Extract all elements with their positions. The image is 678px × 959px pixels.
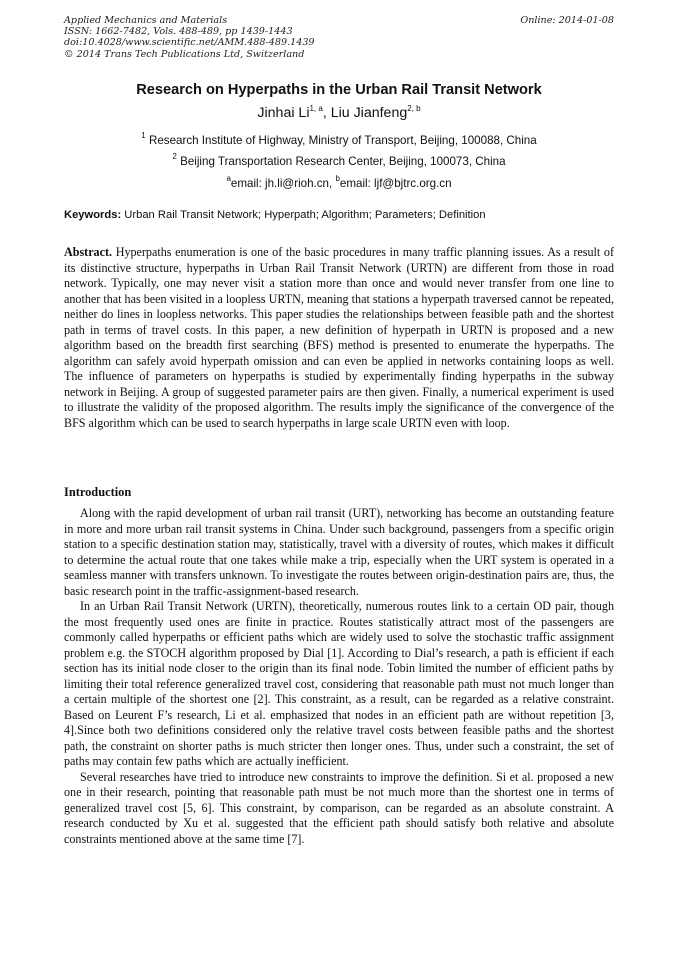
- affiliation-2: [0, 152, 678, 168]
- author-superscript: 1, a: [309, 104, 323, 113]
- intro-paragraph: In an Urban Rail Transit Network (URTN), theoretically, numerous routes link to a certain OD pair, though the most frequently used ones are finite in practice. Routes statistically attract most of the passengers are commonly called hyperpaths or efficient paths which are widely used to solve the stochastic traffic assignment problem e.g. the STOCH algorithm proposed by Dial [1]. According to Dial’s research, a path is efficient if each section has its initial node closer to the origin than its final node. Tobin limited the number of efficient paths by limiting their total reference generalized travel cost, considering that reasonable path must not much longer than a certain multiple of the shortest one [2]. This constraint, as a result, can be regarded as a relative constraint. Based on Leurent F’s research, Li et al. emphasized that nodes in an efficient path are without repetition [3, 4].Since both two definitions considered only the relative travel costs between feasible paths and the shortest path, the constraint on shorter paths is much stricter then longer ones. Thus, under such a constraint, the set of paths may contain few paths which are actually inefficient.: [64, 599, 614, 768]
- affiliation-1: [0, 131, 678, 147]
- author-separator: ,: [322, 105, 331, 121]
- keywords-line: [64, 209, 486, 221]
- author-superscript: 2, b: [407, 104, 421, 113]
- author-name: Liu Jianfeng: [330, 105, 408, 121]
- abstract-paragraph: [64, 245, 614, 431]
- author-line: [0, 104, 678, 121]
- introduction-body: [64, 506, 614, 847]
- author-name: Jinhai Li: [257, 105, 310, 121]
- affiliation-marker: 2: [172, 152, 177, 161]
- doi-line: doi:10.4028/www.scientific.net/AMM.488-489.1439: [64, 37, 315, 49]
- email-marker: a: [226, 174, 231, 183]
- email-text: email: jh.li@rioh.cn,: [230, 177, 336, 190]
- email-text: email: ljf@bjtrc.org.cn: [339, 177, 452, 190]
- intro-paragraph: Several researches have tried to introduce new constraints to improve the definition. Si et al. proposed a new one in their research, pointing that reasonable path must be not much more than the shortest one in terms of generalized travel cost [5, 6]. This constraint, by comparison, can be regarded as an absolute constraint. A research conducted by Xu et al. suggested that the efficient path should satisfy both relative and absolute constraints mentioned above at the same time [7].: [64, 769, 614, 846]
- intro-paragraph: Along with the rapid development of urban rail transit (URT), networking has become an outstanding feature in more and more urban rail transit systems in China. Under such background, passengers from a specific origin station to a specific destination station may, statistically, travel with a diversity of routes, which makes it difficult to determine the actual route that one takes while make a trip, especially when the URT system is operated in a seamless manner with transfers unknown. To investigate the routes between origin-destination pairs are, thus, the basic research point in the traffic-assignment-based research.: [64, 506, 614, 598]
- paper-title: Research on Hyperpaths in the Urban Rail Transit Network: [136, 82, 542, 98]
- issn-line: ISSN: 1662-7482, Vols. 488-489, pp 1439-1443: [64, 26, 293, 38]
- keywords-text: Urban Rail Transit Network; Hyperpath; Algorithm; Parameters; Definition: [121, 209, 486, 221]
- journal-meta: [64, 15, 315, 60]
- affiliation-marker: 1: [141, 131, 146, 140]
- affiliation-text: Beijing Transportation Research Center, Beijing, 100073, China: [176, 155, 506, 168]
- affiliation-text: Research Institute of Highway, Ministry of Transport, Beijing, 100088, China: [145, 134, 537, 147]
- abstract-text: Hyperpaths enumeration is one of the basic procedures in many traffic planning issues. As a result of its distinctive structure, hyperpaths in Urban Rail Transit Network (URTN) are different from those in road network. Typically, one may never visit a station more than once and would never transfer from one line to another that has been visited in a loopless URTN, meaning that stations a hyperpath traversed cannot be repeated, neither do lines in loopless networks. This paper studies the relationships between feasible path and the shortest path in terms of travel costs. In this paper, a new definition of hyperpath in URTN is proposed and a new algorithm based on the breadth first searching (BFS) method is presented to enumerate the hyperpaths. The algorithm can safely avoid hyperpath omission and can even be applied in networks containing loops as well. The influence of parameters on hyperpaths is studied by experimentally finding hyperpaths in the subway network in Beijing. A group of suggested parameter pairs are then given. Finally, a numerical experiment is used to illustrate the validity of the proposed algorithm. The results imply the significance of the convergence of the BFS algorithm which can be used to search hyperpaths in large scale URTN even with loop.: [64, 245, 614, 430]
- section-heading: Introduction: [64, 485, 132, 499]
- email-marker: b: [335, 174, 340, 183]
- keywords-label: Keywords:: [64, 209, 122, 221]
- abstract-label: Abstract.: [64, 245, 113, 259]
- copyright-line: © 2014 Trans Tech Publications Ltd, Switzerland: [64, 48, 305, 60]
- online-date: Online: 2014-01-08: [520, 15, 614, 26]
- journal-name: Applied Mechanics and Materials: [64, 15, 228, 26]
- email-line: [0, 174, 678, 190]
